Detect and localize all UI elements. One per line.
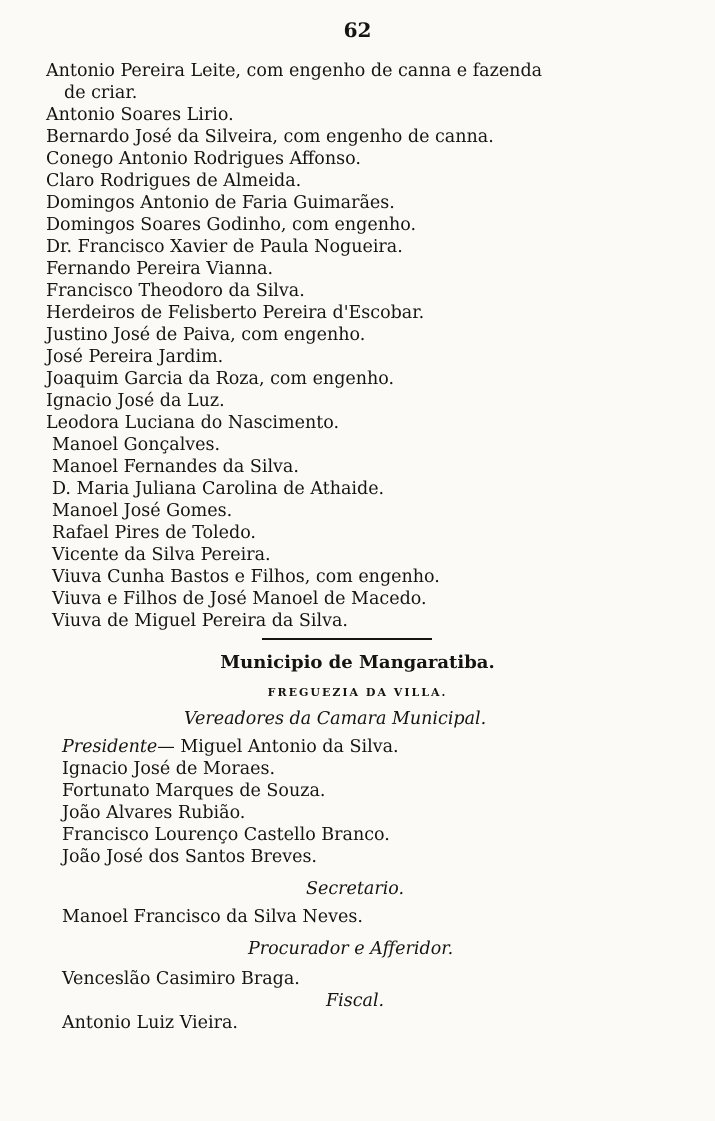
fiscal-heading: Fiscal.	[326, 991, 385, 1011]
list-item: Antonio Soares Lirio.	[46, 105, 234, 125]
list-item: Viuva Cunha Bastos e Filhos, com engenho.	[52, 567, 440, 587]
list-item: Viuva e Filhos de José Manoel de Macedo.	[52, 589, 427, 609]
freguezia-subtitle: FREGUEZIA DA VILLA.	[267, 686, 448, 699]
secretario-name: Manoel Francisco da Silva Neves.	[62, 907, 363, 927]
list-item: Ignacio José de Moraes.	[62, 759, 276, 779]
presidente-role: Presidente	[62, 737, 158, 757]
presidente-name: — Miguel Antonio da Silva.	[157, 737, 399, 757]
list-item: Ignacio José da Luz.	[46, 391, 225, 411]
list-item: Domingos Soares Godinho, com engenho.	[46, 215, 417, 235]
list-item: João José dos Santos Breves.	[62, 847, 317, 867]
fiscal-name: Antonio Luiz Vieira.	[62, 1013, 238, 1033]
page-number: 62	[343, 18, 372, 42]
vereadores-heading: Vereadores da Camara Municipal.	[184, 709, 487, 729]
list-item: Viuva de Miguel Pereira da Silva.	[52, 611, 348, 631]
list-item: Herdeiros de Felisberto Pereira d'Escobar.	[46, 303, 425, 323]
list-item: Bernardo José da Silveira, com engenho de canna.	[46, 127, 494, 147]
list-item: Joaquim Garcia da Roza, com engenho.	[46, 369, 395, 389]
list-item: Conego Antonio Rodrigues Affonso.	[46, 149, 361, 169]
procurador-heading: Procurador e Afferidor.	[248, 939, 454, 959]
list-item: Manoel José Gomes.	[52, 501, 233, 521]
list-item: João Alvares Rubião.	[62, 803, 246, 823]
presidente-line	[62, 736, 399, 758]
list-item: Manoel Fernandes da Silva.	[52, 457, 299, 477]
list-item: José Pereira Jardim.	[46, 347, 224, 367]
list-item: Fernando Pereira Vianna.	[46, 259, 274, 279]
list-item: Domingos Antonio de Faria Guimarães.	[46, 193, 395, 213]
list-item: de criar.	[64, 83, 138, 103]
list-item: Vicente da Silva Pereira.	[52, 545, 271, 565]
procurador-name: Venceslão Casimiro Braga.	[62, 969, 300, 989]
municipio-title: Municipio de Mangaratiba.	[220, 652, 495, 673]
secretario-heading: Secretario.	[306, 879, 405, 899]
list-item: Claro Rodrigues de Almeida.	[46, 171, 302, 191]
list-item: Manoel Gonçalves.	[52, 435, 221, 455]
list-item: Leodora Luciana do Nascimento.	[46, 413, 340, 433]
list-item: Antonio Pereira Leite, com engenho de canna e fazenda	[46, 61, 543, 81]
list-item: Dr. Francisco Xavier de Paula Nogueira.	[46, 237, 403, 257]
list-item: Francisco Lourenço Castello Branco.	[62, 825, 390, 845]
list-item: D. Maria Juliana Carolina de Athaide.	[52, 479, 385, 499]
list-item: Justino José de Paiva, com engenho.	[46, 325, 366, 345]
list-item: Fortunato Marques de Souza.	[62, 781, 326, 801]
section-divider	[262, 638, 432, 640]
list-item: Francisco Theodoro da Silva.	[46, 281, 305, 301]
list-item: Rafael Pires de Toledo.	[52, 523, 256, 543]
